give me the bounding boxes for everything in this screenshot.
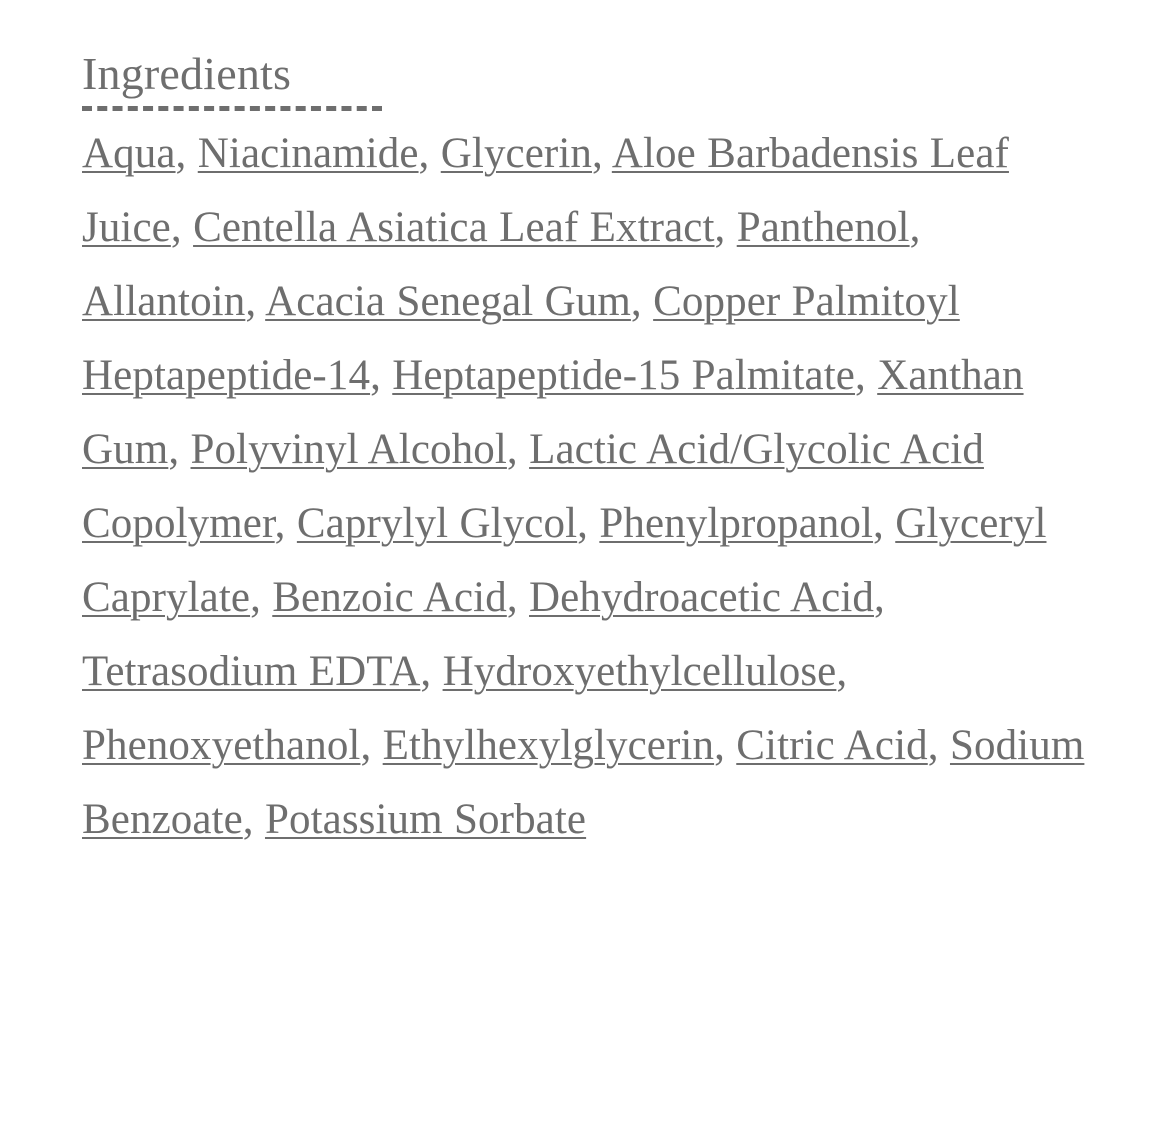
ingredient-item: Heptapeptide-15 Palmitate xyxy=(392,352,855,399)
ingredient-item: Ethylhexylglycerin xyxy=(382,722,715,769)
ingredient-separator: , xyxy=(927,722,950,769)
page-title: Ingredients xyxy=(82,48,292,99)
ingredient-separator: , xyxy=(168,426,191,473)
ingredient-separator: , xyxy=(245,278,266,325)
ingredient-separator: , xyxy=(714,204,737,251)
ingredient-item: Phenylpropanol xyxy=(599,500,874,547)
ingredient-separator: , xyxy=(630,278,654,325)
ingredient-item: Aloe Barbadensis Leaf Juice xyxy=(82,130,1009,251)
ingredient-separator: , xyxy=(360,722,383,769)
ingredient-item: Allantoin xyxy=(82,278,246,325)
ingredient-separator: , xyxy=(592,130,612,177)
ingredient-separator: , xyxy=(873,500,896,547)
ingredient-separator: , xyxy=(250,574,273,621)
ingredient-item: Copper Palmitoyl Heptapeptide-14 xyxy=(82,278,960,399)
ingredient-separator: , xyxy=(370,352,393,399)
ingredient-item: Xanthan Gum xyxy=(82,352,1024,473)
ingredient-separator: , xyxy=(170,204,194,251)
ingredient-separator: , xyxy=(418,130,441,177)
ingredient-separator: , xyxy=(854,352,878,399)
ingredient-item: Citric Acid xyxy=(736,722,928,769)
ingredient-item: Acacia Senegal Gum xyxy=(265,278,631,325)
ingredient-separator: , xyxy=(577,500,600,547)
ingredient-item: Caprylyl Glycol xyxy=(296,500,578,547)
ingredients-list xyxy=(82,117,1090,857)
ingredient-separator: , xyxy=(242,796,265,843)
ingredient-item: Lactic Acid/Glycolic Acid Copolymer xyxy=(82,426,984,547)
ingredient-separator: , xyxy=(274,500,297,547)
ingredient-item: Glyceryl Caprylate xyxy=(82,500,1047,621)
ingredient-item: Glycerin xyxy=(440,130,592,177)
ingredient-separator: , xyxy=(506,574,530,621)
ingredient-item: Centella Asiatica Leaf Extract xyxy=(193,204,715,251)
ingredient-item: Phenoxyethanol xyxy=(82,722,361,769)
ingredient-item: Panthenol xyxy=(736,204,910,251)
ingredient-item: Hydroxyethylcellulose xyxy=(442,648,837,695)
ingredient-separator: , xyxy=(175,130,198,177)
ingredient-separator: , xyxy=(836,648,848,695)
ingredient-item: Polyvinyl Alcohol xyxy=(190,426,507,473)
ingredient-separator: , xyxy=(909,204,921,251)
ingredient-item: Aqua xyxy=(82,130,176,177)
ingredient-separator: , xyxy=(873,574,885,621)
ingredient-separator: , xyxy=(420,648,443,695)
ingredient-separator: , xyxy=(714,722,737,769)
ingredient-item: Benzoic Acid xyxy=(272,574,507,621)
ingredient-item: Niacinamide xyxy=(197,130,419,177)
ingredient-item: Tetrasodium EDTA xyxy=(82,648,421,695)
dashed-divider xyxy=(82,106,382,111)
ingredient-item: Sodium Benzoate xyxy=(82,722,1085,843)
ingredient-item: Dehydroacetic Acid xyxy=(529,574,874,621)
ingredient-item: Potassium Sorbate xyxy=(264,796,587,843)
ingredient-separator: , xyxy=(506,426,530,473)
